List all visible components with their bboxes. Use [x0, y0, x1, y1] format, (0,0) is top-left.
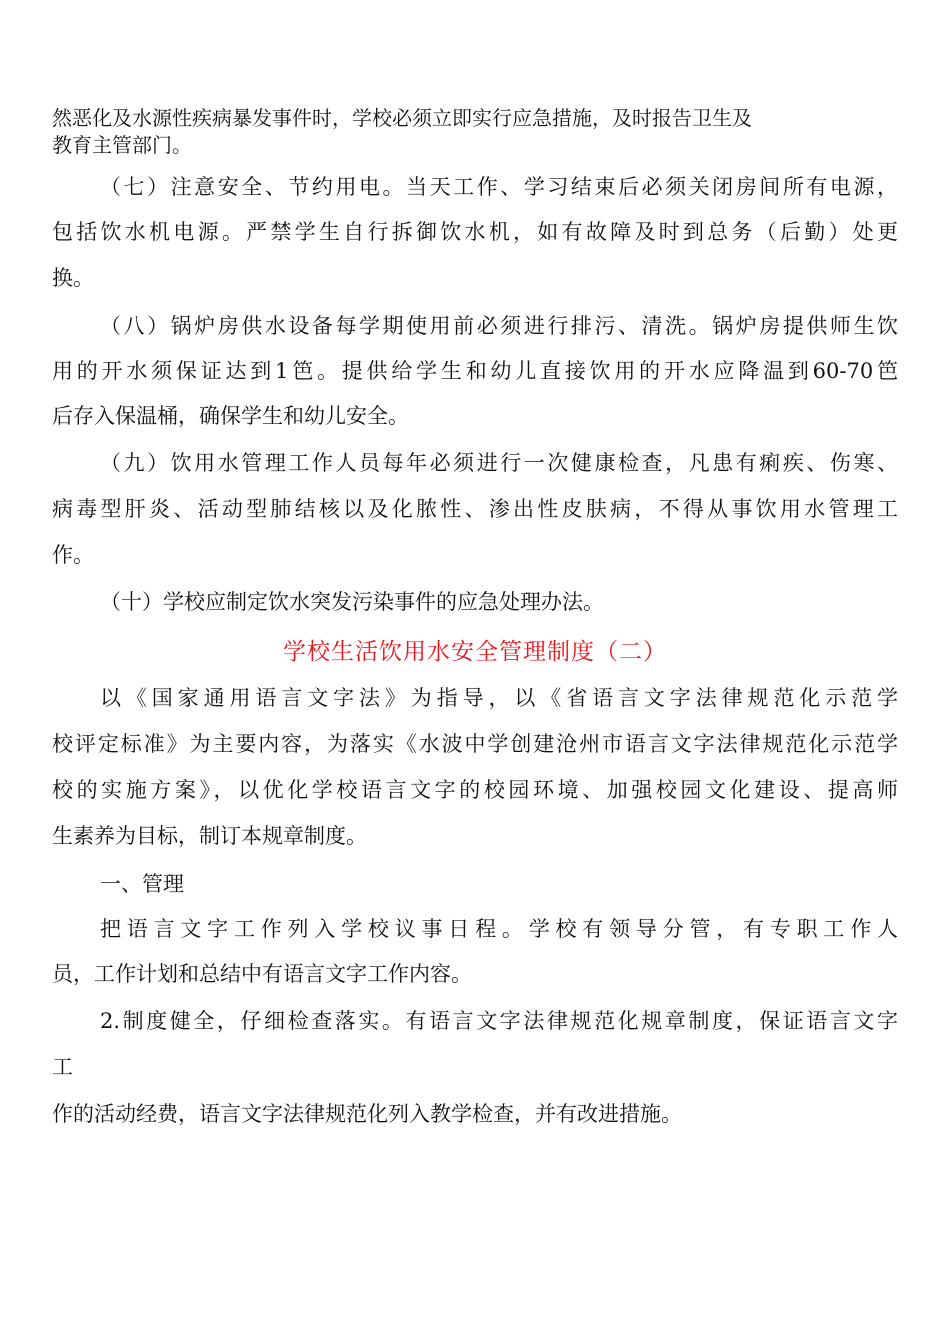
- paragraph-line: 作。: [52, 543, 94, 567]
- paragraph-line: 校评定标准》为主要内容，为落实《水波中学创建沧州市语言文字法律规范化示范学: [52, 732, 898, 756]
- paragraph-line: 换。: [52, 266, 94, 290]
- paragraph-line: 后存入保温桶，确保学生和幼儿安全。: [52, 404, 409, 428]
- section-title: 学校生活饮用水安全管理制度（二）: [283, 639, 667, 665]
- paragraph-line: （十）学校应制定饮水突发污染事件的应急处理办法。: [100, 590, 604, 614]
- paragraph-line: （九）饮用水管理工作人员每年必须进行一次健康检查，凡患有痢疾、伤寒、: [100, 451, 898, 475]
- paragraph-line: 校的实施方案》，以优化学校语言文字的校园环境、加强校园文化建设、提高师: [52, 778, 898, 802]
- paragraph-line: 作的活动经费，语言文字法律规范化列入教学检查，并有改进措施。: [52, 1102, 682, 1126]
- paragraph-line: 2.制度健全，仔细检查落实。有语言文字法律规范化规章制度，保证语言文字: [100, 1009, 898, 1033]
- paragraph-line: 把语言文字工作列入学校议事日程。学校有领导分管，有专职工作人: [100, 917, 898, 941]
- paragraph-line: 包括饮水机电源。严禁学生自行拆御饮水机，如有故障及时到总务（后勤）处更: [52, 220, 898, 244]
- paragraph-line: 员，工作计划和总结中有语言文字工作内容。: [52, 962, 472, 986]
- paragraph-line: 工: [52, 1055, 73, 1079]
- paragraph-line: （七）注意安全、节约用电。当天工作、学习结束后必须关闭房间所有电源，: [100, 175, 898, 199]
- paragraph-line: （八）锅炉房供水设备每学期使用前必须进行排污、清洗。锅炉房提供师生饮: [100, 314, 898, 338]
- paragraph-line: 病毒型肝炎、活动型肺结核以及化脓性、渗出性皮肤病，不得从事饮用水管理工: [52, 497, 898, 521]
- paragraph-line: 以《国家通用语言文字法》为指导，以《省语言文字法律规范化示范学: [100, 686, 898, 710]
- paragraph-line: 生素养为目标，制订本规章制度。: [52, 824, 367, 848]
- section-heading: 一、管理: [100, 872, 184, 896]
- paragraph-line: 用的开水须保证达到1笆。提供给学生和幼儿直接饮用的开水应降温到60-70笆: [52, 359, 898, 383]
- paragraph-line: 然恶化及水源性疾病暴发事件时，学校必须立即实行应急措施，及时报告卫生及: [52, 106, 752, 130]
- paragraph-line: 教育主管部门。: [52, 133, 192, 157]
